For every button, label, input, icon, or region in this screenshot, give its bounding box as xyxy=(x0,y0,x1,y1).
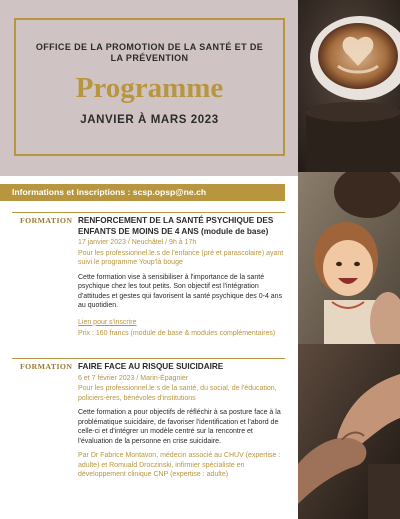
training-audience: Pour les professionnel.le.s de la santé, du social, de l'éducation, policiers-ères, bénévoles d'institutions xyxy=(78,385,277,402)
child-photo xyxy=(298,172,400,344)
header-frame xyxy=(14,18,285,156)
coffee-photo xyxy=(298,0,400,172)
training-section xyxy=(12,358,285,479)
page-title: Programme xyxy=(75,72,224,104)
training-description: Cette formation a pour objectifs de réfléchir à sa posture face à la problématique suicidaire, de favoriser l'identification et l'abord de celle-ci et d'intégrer un modèle centré sur la rencontre et l'évaluation de la personne en crise suicidaire. xyxy=(78,409,281,445)
training-title: FAIRE FACE AU RISQUE SUICIDAIRE xyxy=(78,362,224,371)
training-date: 6 et 7 février 2023 / Marin-Épagnier xyxy=(78,374,189,382)
training-description: Cette formation vise à sensibiliser à l'importance de la santé psychique chez les tout petits. Son objectif est l'intégration d'attitudes et gestes qui favorisent la santé psychique des 0-4 ans au quotidien. xyxy=(78,273,283,310)
info-banner: Informations et inscriptions : scsp.opsp@ne.ch xyxy=(0,184,285,201)
training-content xyxy=(78,362,285,480)
training-content xyxy=(78,216,285,338)
office-name: OFFICE DE LA PROMOTION DE LA SANTÉ ET DE LA PRÉVENTION xyxy=(35,42,264,63)
hands-photo xyxy=(298,344,400,519)
program-period: JANVIER À MARS 2023 xyxy=(80,114,219,126)
header-block xyxy=(0,0,298,176)
training-speakers: Par Dr Fabrice Montavon, médecin associé au CHUV (expertise : adulte) et Romuald Droczinski, infirmier spécialiste en développement clinique CNP (expertise : adulte) xyxy=(78,452,281,479)
training-price: Prix : 160 francs (module de base & modules complémentaires) xyxy=(78,329,276,337)
register-link[interactable]: Lien pour s'inscrire xyxy=(78,318,137,326)
training-date: 17 janvier 2023 / Neuchâtel / 9h à 17h xyxy=(78,239,197,246)
section-tag: FORMATION xyxy=(20,362,73,371)
training-title: RENFORCEMENT DE LA SANTÉ PSYCHIQUE DES ENFANTS DE MOINS DE 4 ANS (module de base) xyxy=(78,216,274,236)
section-tag: FORMATION xyxy=(20,216,73,225)
training-audience: Pour les professionnel.le.s de l'enfance (pré et parascolaire) ayant suivi le programme Youp'là bouge xyxy=(78,249,284,266)
training-section xyxy=(12,212,285,337)
